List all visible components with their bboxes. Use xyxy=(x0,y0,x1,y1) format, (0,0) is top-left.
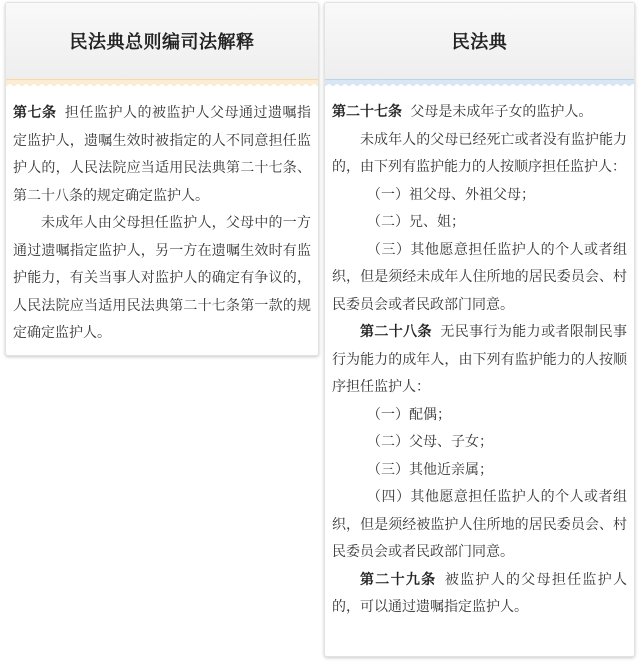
article-7-paragraph-2: 未成年人由父母担任监护人，父母中的一方通过遗嘱指定监护人，另一方在遗嘱生效时有监护能力，有关当事人对监护人的确定有争议的，人民法院应当适用民法典第二十七条第一款的规定确定监护人。 xyxy=(13,215,311,341)
article-number: 第二十七条 xyxy=(332,104,402,120)
list-item: （四）其他愿意担任监护人的个人或者组织，但是须经被监护人住所地的居民委员会、村民委员会或者民政部门同意。 xyxy=(332,489,627,560)
interpretation-card-body xyxy=(6,86,318,348)
interpretation-card-title: 民法典总则编司法解释 xyxy=(6,3,318,79)
list-item: （三）其他愿意担任监护人的个人或者组织，但是须经未成年人住所地的居民委员会、村民委员会或者民政部门同意。 xyxy=(332,241,627,313)
list-item: （一）配偶； xyxy=(367,406,451,423)
list-item: （二）父母、子女； xyxy=(367,434,493,450)
list-item: （二）兄、姐； xyxy=(367,214,465,230)
list-item: （一）祖父母、外祖父母； xyxy=(367,186,535,203)
article-number: 第二十八条 xyxy=(360,324,432,340)
scalloped-divider xyxy=(325,79,634,86)
article-7-paragraph xyxy=(13,100,311,210)
civil-code-card xyxy=(324,2,635,657)
article-text: 被监护人的父母担任监护人的，可以通过遗嘱指定监护人。 xyxy=(332,571,628,615)
article-28-paragraph xyxy=(332,319,627,402)
article-29-paragraph xyxy=(332,567,627,622)
article-text: 无民事行为能力或者限制民事行为能力的成年人，由下列有监护能力的人按顺序担任监护人： xyxy=(332,324,628,395)
article-27-paragraph xyxy=(332,99,627,127)
list-item: （三）其他近亲属； xyxy=(367,461,493,478)
article-number: 第二十九条 xyxy=(360,571,437,588)
civil-code-card-title: 民法典 xyxy=(325,3,634,79)
civil-code-card-body xyxy=(325,86,634,622)
scalloped-divider xyxy=(6,79,318,86)
article-number: 第七条 xyxy=(13,105,57,121)
article-27-paragraph-2: 未成年人的父母已经死亡或者没有监护能力的，由下列有监护能力的人按顺序担任监护人： xyxy=(332,131,627,175)
article-text: 父母是未成年子女的监护人。 xyxy=(410,104,593,120)
article-text: 担任监护人的被监护人父母通过遗嘱指定监护人，遗嘱生效时被指定的人不同意担任监护人的，人民法院应当适用民法典第二十七条、第二十八条的规定确定监护人。 xyxy=(13,105,312,204)
interpretation-card xyxy=(5,2,319,356)
